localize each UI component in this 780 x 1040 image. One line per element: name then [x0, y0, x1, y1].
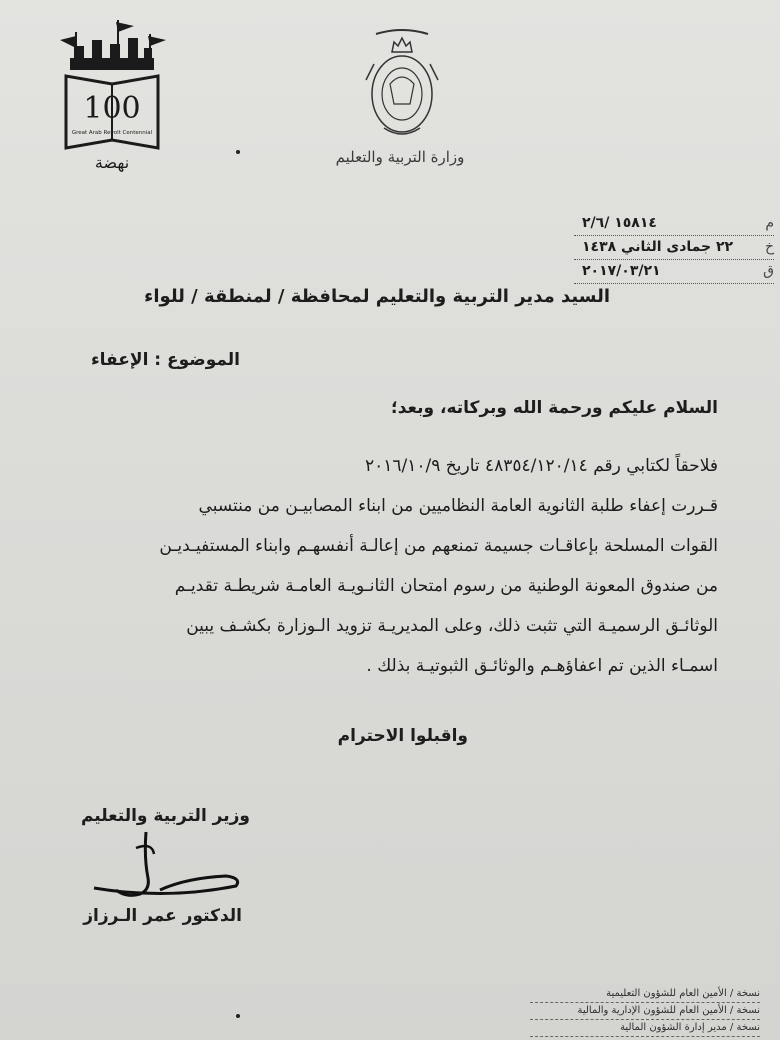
reference-block: [574, 212, 774, 284]
signatory-title: وزير التربية والتعليم: [80, 806, 250, 826]
closing-phrase: واقبلوا الاحترام: [337, 726, 468, 746]
copy-recipient: نسخة / الأمين العام للشؤون التعليمية: [530, 986, 760, 1003]
body-line: فلاحقاً لكتابي رقم ٤٨٣٥٤/١٢٠/١٤ تاريخ ٢٠١٦/١٠/٩: [365, 456, 718, 476]
copies-list: [530, 986, 760, 1037]
body-line: قـررت إعفاء طلبة الثانوية العامة النظاميين من ابناء المصابيـن من منتسبي: [198, 496, 718, 516]
body-line: الوثائـق الرسميـة التي تثبت ذلك، وعلى المديريـة تزويد الـوزارة بكشـف يبين: [186, 616, 718, 636]
margin-mark: [236, 1014, 240, 1018]
reference-number-line: [574, 212, 774, 236]
centennial-logo-number: 100: [83, 91, 141, 126]
body-line: اسمـاء الذين تم اعفاؤهـم والوثائـق الثبوتيـة بذلك .: [366, 656, 718, 676]
reference-number-label: م: [765, 215, 774, 231]
centennial-logo-word: نهضة: [94, 153, 130, 172]
addressee: السيد مدير التربية والتعليم لمحافظة / لمنطقة / للواء: [144, 286, 610, 307]
hijri-date: ٢٢ جمادى الثاني ١٤٣٨: [582, 239, 734, 255]
gregorian-date-label: ق: [763, 263, 774, 279]
signatory-name: الدكتور عمر الـرزاز: [83, 906, 242, 926]
reference-number: ١٥٨١٤ /٢/٦: [582, 215, 657, 231]
greeting: السلام عليكم ورحمة الله وبركاته، وبعد؛: [390, 398, 718, 418]
body-line: من صندوق المعونة الوطنية من رسوم امتحان الثانـويـة العامـة شريطـة تقديـم: [174, 576, 718, 596]
margin-mark: [236, 150, 240, 154]
ministry-name: وزارة التربية والتعليم: [335, 148, 465, 166]
body-line: القوات المسلحة بإعاقـات جسيمة تمنعهم من إعالـة أنفسهـم وابناء المستفيـديـن: [159, 536, 718, 556]
copy-recipient: نسخة / مدير إدارة الشؤون المالية: [530, 1020, 760, 1037]
hijri-date-line: [574, 236, 774, 260]
gregorian-date: ٢٠١٧/٠٣/٢١: [582, 263, 661, 279]
hijri-date-label: خ: [764, 239, 774, 255]
centennial-logo: [52, 18, 172, 178]
centennial-logo-caption: Great Arab Revolt Centennial: [71, 130, 153, 136]
letter-body: [58, 446, 718, 686]
coat-of-arms-icon: [362, 24, 442, 144]
subject-line: الموضوع : الإعفاء: [90, 350, 240, 370]
copy-recipient: نسخة / الأمين العام للشؤون الإدارية والمالية: [530, 1003, 760, 1020]
handwritten-signature: [86, 828, 246, 908]
gregorian-date-line: [574, 260, 774, 284]
